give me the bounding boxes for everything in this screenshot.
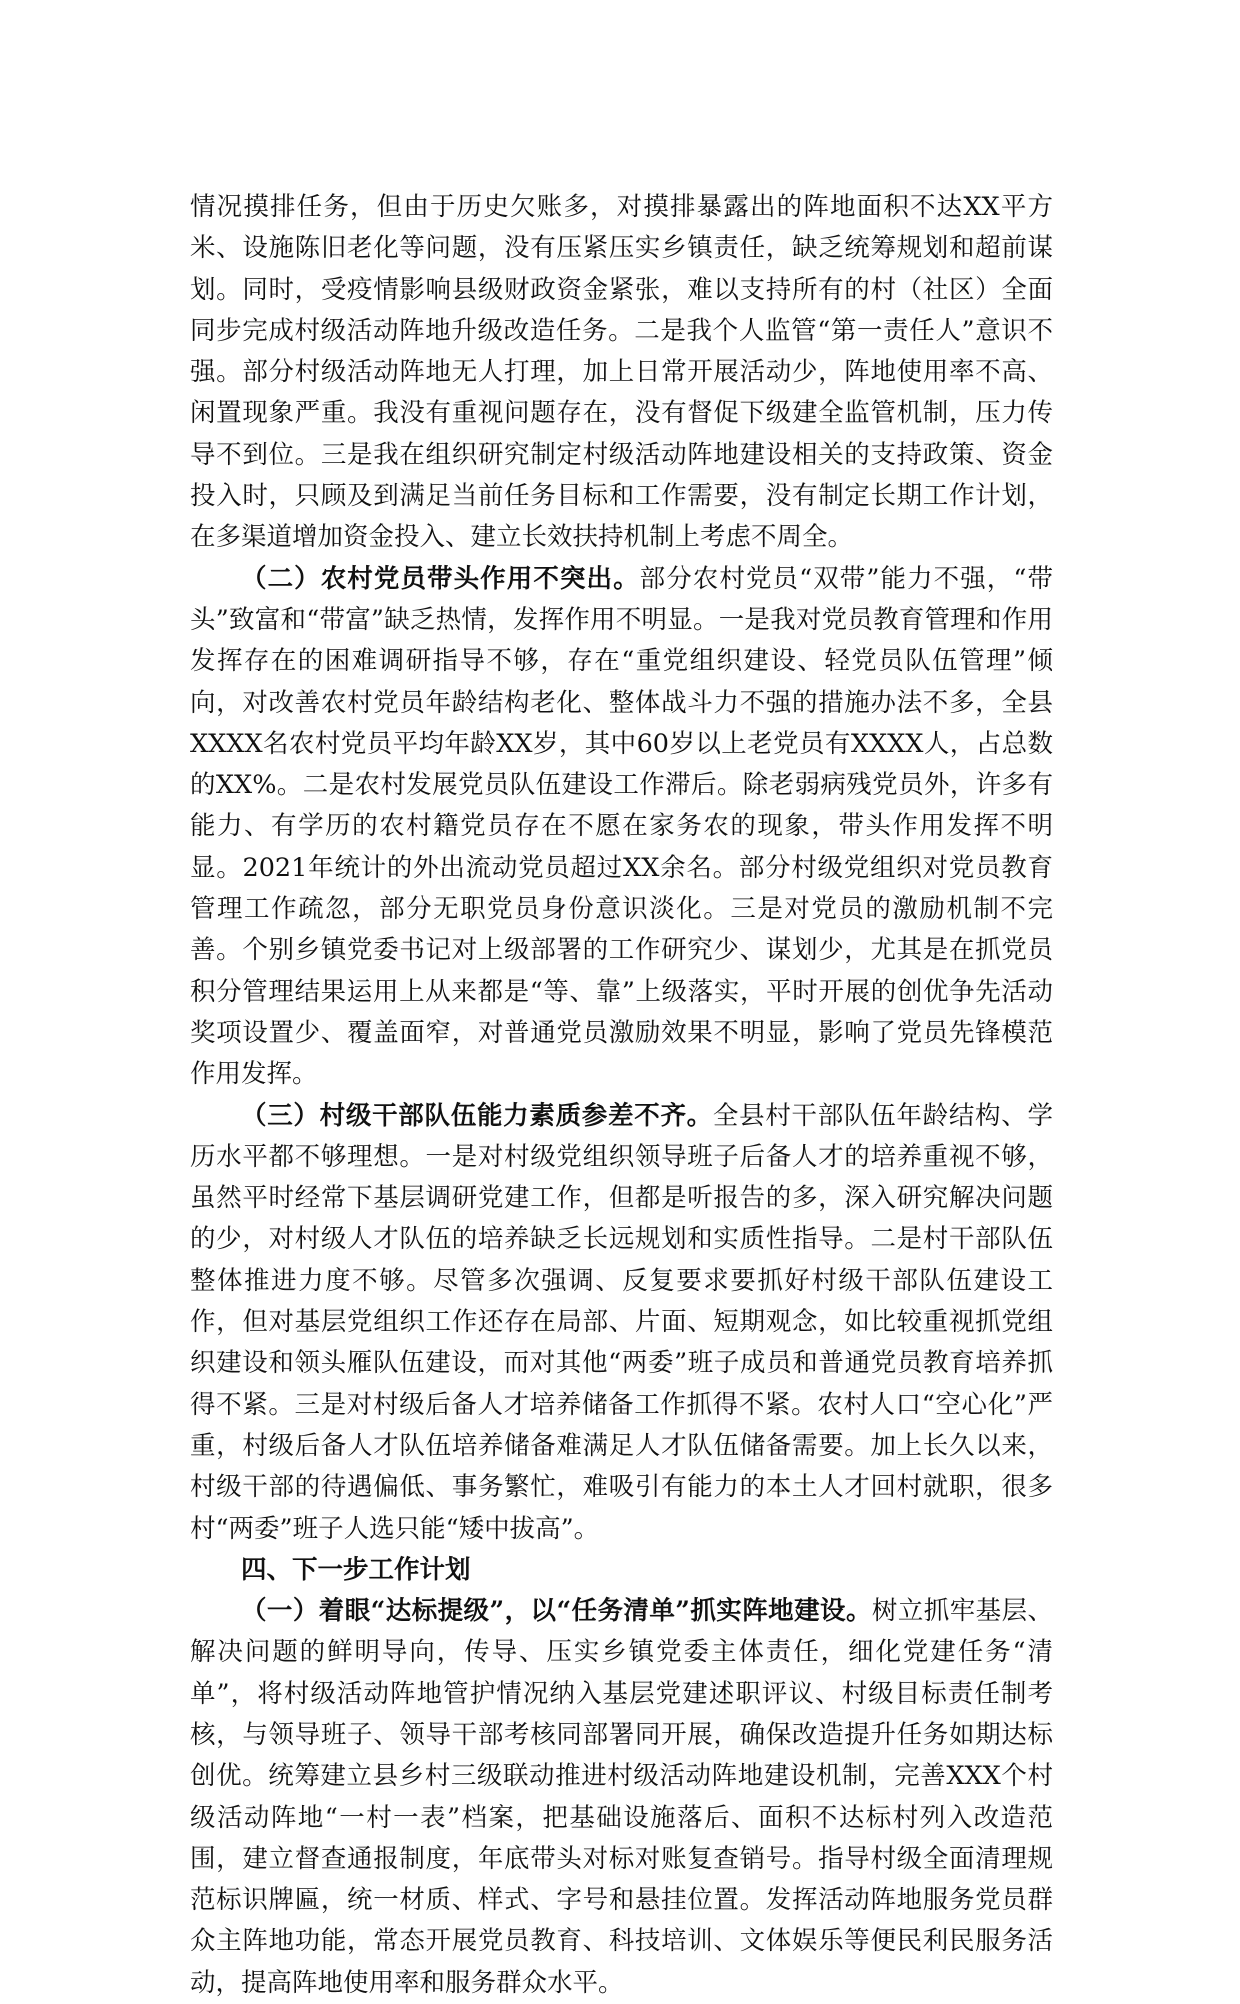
paragraph-text: 树立抓牢基层、解决问题的鲜明导向，传导、压实乡镇党委主体责任，细化党建任务“清单”，将村级活动阵地管护情况纳入基层党建述职评议、村级目标责任制考核，与领导班子、领导干部考核同部署同开展，确保改造提升任务如期达标创优。统筹建立县乡村三级联动推进村级活动阵地建设机制，完善XXX个村级活动阵地“一村一表”档案，把基础设施落后、面积不达标村列入改造范围，建立督查通报制度，年底带头对标对账复查销号。指导村级全面清理规范标识牌匾，统一材质、样式、字号和悬挂位置。发挥活动阵地服务党员群众主阵地功能，常态开展党员教育、科技培训、文体娱乐等便民利民服务活动，提高阵地使用率和服务群众水平。: [190, 1596, 1053, 1998]
paragraph-text: 情况摸排任务，但由于历史欠账多，对摸排暴露出的阵地面积不达XX平方米、设施陈旧老化等问题，没有压紧压实乡镇责任，缺乏统筹规划和超前谋划。同时，受疫情影响县级财政资金紧张，难以支持所有的村（社区）全面同步完成村级活动阵地升级改造任务。二是我个人监管“第一责任人”意识不强。部分村级活动阵地无人打理，加上日常开展活动少，阵地使用率不高、闲置现象严重。我没有重视问题存在，没有督促下级建全监管机制，压力传导不到位。三是我在组织研究制定村级活动阵地建设相关的支持政策、资金投入时，只顾及到满足当前任务目标和工作需要，没有制定长期工作计划，在多渠道增加资金投入、建立长效扶持机制上考虑不周全。: [190, 192, 1053, 553]
paragraph-lead-heading: （一）着眼“达标提级”，以“任务清单”抓实阵地建设。: [241, 1596, 872, 1627]
paragraph-text: 全县村干部队伍年龄结构、学历水平都不够理想。一是对村级党组织领导班子后备人才的培养重视不够，虽然平时经常下基层调研党建工作，但都是听报告的多，深入研究解决问题的少，对村级人才队伍的培养缺乏长远规划和实质性指导。二是村干部队伍整体推进力度不够。尽管多次强调、反复要求要抓好村级干部队伍建设工作，但对基层党组织工作还存在局部、片面、短期观念，如比较重视抓党组织建设和领头雁队伍建设，而对其他“两委”班子成员和普通党员教育培养抓得不紧。三是对村级后备人才培养储备工作抓得不紧。农村人口“空心化”严重，村级后备人才队伍培养储备难满足人才队伍储备需要。加上长久以来，村级干部的待遇偏低、事务繁忙，难吸引有能力的本土人才回村就职，很多村“两委”班子人选只能“矮中拔高”。: [190, 1100, 1053, 1544]
paragraph-party-members: [190, 559, 1053, 1096]
paragraph-continuation: [190, 187, 1053, 559]
document-page: [190, 187, 1053, 2004]
paragraph-plan: [190, 1591, 1053, 2004]
paragraph-lead-heading: （二）农村党员带头作用不突出。: [241, 563, 640, 594]
paragraph-text: 部分农村党员“双带”能力不强，“带头”致富和“带富”缺乏热情，发挥作用不明显。一是我对党员教育管理和作用发挥存在的困难调研指导不够，存在“重党组织建设、轻党员队伍管理”倾向，对改善农村党员年龄结构老化、整体战斗力不强的措施办法不多，全县XXXX名农村党员平均年龄XX岁，其中60岁以上老党员有XXXX人，占总数的XX%。二是农村发展党员队伍建设工作滞后。除老弱病残党员外，许多有能力、有学历的农村籍党员存在不愿在家务农的现象，带头作用发挥不明显。2021年统计的外出流动党员超过XX余名。部分村级党组织对党员教育管理工作疏忽，部分无职党员身份意识淡化。三是对党员的激励机制不完善。个别乡镇党委书记对上级部署的工作研究少、谋划少，尤其是在抓党员积分管理结果运用上从来都是“等、靠”上级落实，平时开展的创优争先活动奖项设置少、覆盖面窄，对普通党员激励效果不明显，影响了党员先锋模范作用发挥。: [190, 563, 1053, 1090]
paragraph-lead-heading: （三）村级干部队伍能力素质参差不齐。: [241, 1100, 713, 1131]
section-heading: 四、下一步工作计划: [241, 1554, 471, 1585]
paragraph-village-cadres: [190, 1096, 1053, 1550]
